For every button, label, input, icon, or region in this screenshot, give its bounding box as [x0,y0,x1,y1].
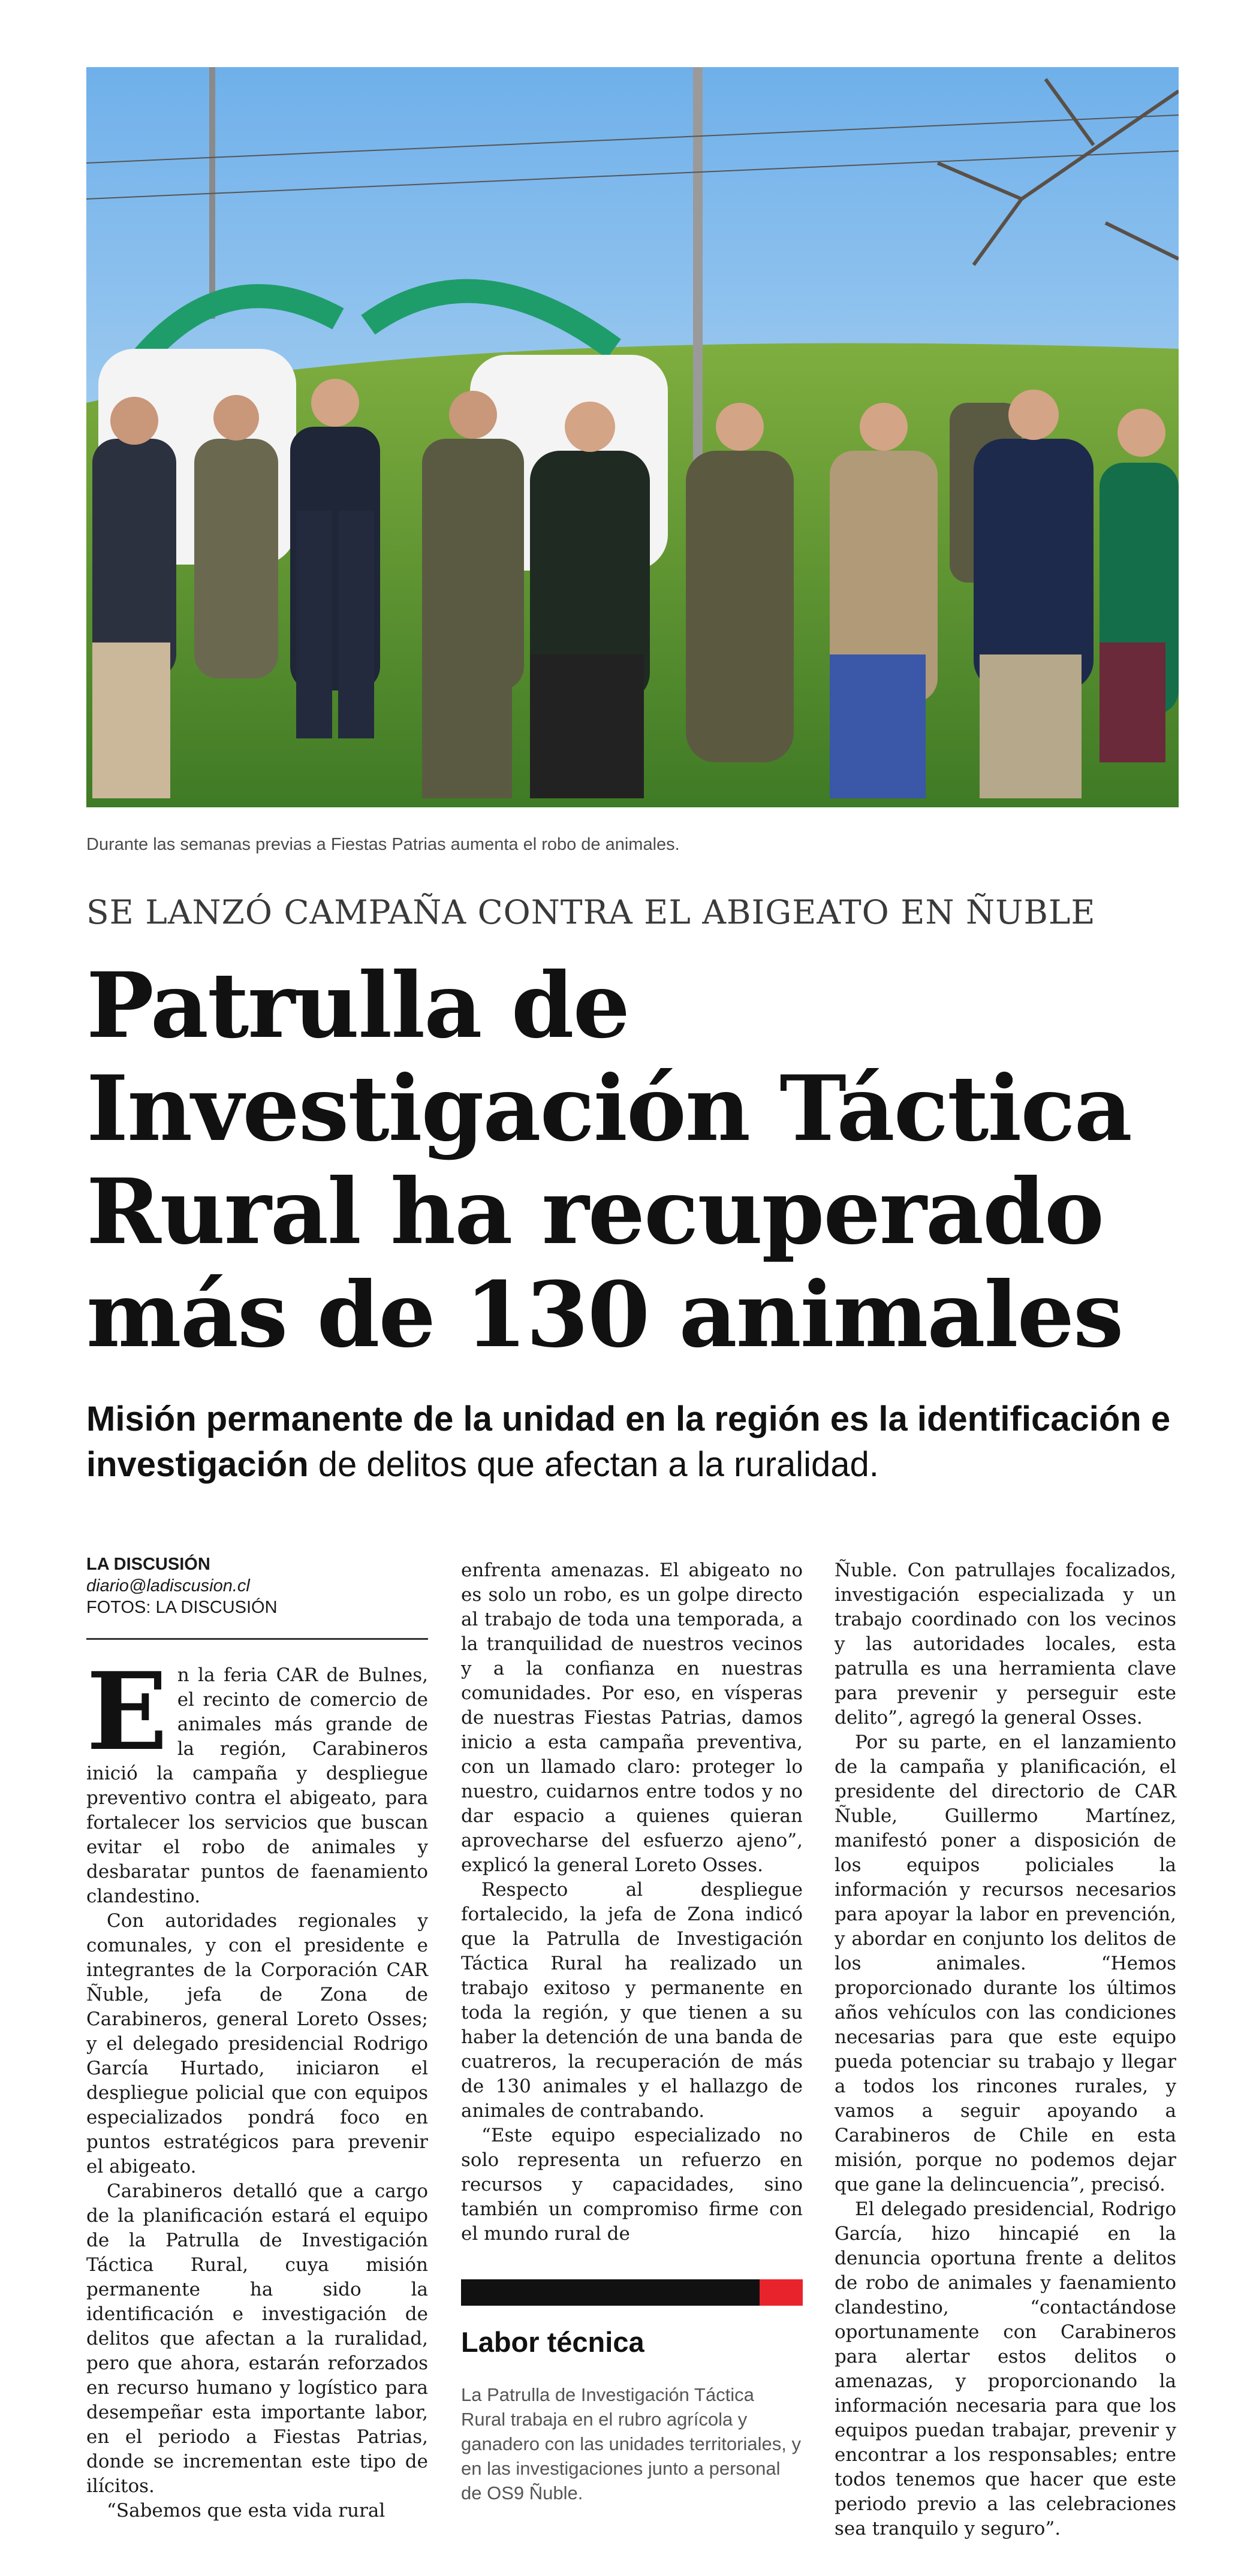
article-column-2 [461,1558,803,2246]
headline-line: Patrulla de [86,953,629,1058]
subhead-bold: Misión permanente de la unidad en la región es la identificación e investigación [86,1399,1171,1484]
paragraph: El delegado presidencial, Rodrigo García, hizo hincapié en la denuncia oportuna frente a delitos de robo de animales y faenamiento clandestino, “contactándose oportunamente con Carabineros para alertar estos delitos o amenazas, y proporcionando la información necesaria para que los equipos puedan trabajar, prevenir y encontrar a los responsables; entre todos tenemos que hacer que este periodo previo a las celebraciones sea tranquilo y seguro”. [835,2198,1176,2539]
headline-line: Investigación Táctica [86,1056,1131,1162]
paragraph-text: n la feria CAR de Bulnes, el recinto de comercio de animales más grande de la región, Carabineros inició la campaña y despliegue preventivo contra el abigeato, para fortalecer los servicios que buscan evitar el robo de animales y desbaratar puntos de faenamiento clandestino. [86,1664,428,1907]
article-headline [86,954,1179,1367]
headline-line: Rural ha recuperado [86,1159,1103,1265]
sidebar-title: Labor técnica [461,2326,644,2358]
drop-cap: E [86,1649,168,1774]
paragraph: Respecto al despliegue fortalecido, la jefa de Zona indicó que la Patrulla de Investigación Táctica Rural ha realizado un trabajo exitoso y permanente en toda la región, y que tienen a su haber la detención de una banda de cuatreros, la recuperación de más de 130 animales y el hallazgo de animales de contrabando. [461,1879,803,2122]
article-subhead [86,1396,1179,1488]
byline [86,1554,428,1618]
paragraph: enfrenta amenazas. El abigeato no es solo un robo, es un golpe directo al trabajo de toda una temporada, a la tranquilidad de nuestros vecinos y a la confianza en nuestras comunidades. Por eso, en vísperas de nuestras Fiestas Patrias, damos inicio a esta campaña preventiva, con un llamado claro: proteger lo nuestro, cuidarnos entre todos y no dar espacio a quienes quieran aprovecharse del esfuerzo ajeno”, explicó la general Loreto Osses. [461,1560,803,1876]
photo-illustration [86,67,1179,807]
article-column-1 [86,1649,428,2523]
subhead-rest: de delitos que afectan a la ruralidad. [308,1445,879,1484]
paragraph: Por su parte, en el lanzamiento de la campaña y planificación, el presidente del directorio de CAR Ñuble, Guillermo Martínez, manifestó poner a disposición de los equipos policiales la información y recursos necesarios para apoyar la labor en prevención, y abordar en conjunto los delitos de los animales. “Hemos proporcionado durante los últimos años vehículos con las condiciones necesarias para que este equipo pueda potenciar su trabajo y llegar a todos los rincones rurales, y vamos a seguir apoyando a Carabineros de Chile en esta misión, porque no podemos dejar que gane la delincuencia”, precisó. [835,1732,1176,2195]
headline-line: más de 130 animales [86,1262,1123,1368]
byline-author: LA DISCUSIÓN [86,1555,210,1574]
paragraph: “Sabemos que esta vida rural [107,2500,385,2521]
photo-caption: Durante las semanas previas a Fiestas Patrias aumenta el robo de animales. [86,835,680,854]
paragraph: Carabineros detalló que a cargo de la planificación estará el equipo de la Patrulla de Investigación Táctica Rural, cuya misión permanente ha sido la identificación e investigación de delitos que afectan a la ruralidad, pero que ahora, estarán reforzados en recurso humano y logístico para desempeñar esta importante labor, en el periodo a Fiestas Patrias, donde se incrementan este tipo de ilícitos. [86,2180,428,2497]
paragraph [86,1649,428,1909]
group-photo [86,67,1179,807]
sidebar-color-bar [461,2279,803,2306]
byline-email: diario@ladiscusion.cl [86,1576,250,1595]
paragraph: “Este equipo especializado no solo representa un refuerzo en recursos y capacidades, sino también un compromiso firme con el mundo rural de [461,2125,803,2245]
paragraph: Ñuble. Con patrullajes focalizados, investigación especializada y un trabajo coordinado con los vecinos y las autoridades locales, esta patrulla es una herramienta clave para prevenir y perseguir este delito”, agregó la general Osses. [835,1560,1176,1729]
article-kicker: SE LANZÓ CAMPAÑA CONTRA EL ABIGEATO EN ÑUBLE [86,893,1096,931]
sidebar-text: La Patrulla de Investigación Táctica Rural trabaja en el rubro agrícola y ganadero con las unidades territoriales, y en las investigaciones junto a personal de OS9 Ñuble. [461,2384,801,2503]
byline-divider [86,1638,428,1640]
byline-photos: FOTOS: LA DISCUSIÓN [86,1598,278,1617]
sidebar-accent-block [760,2279,803,2306]
paragraph: Con autoridades regionales y comunales, y con el presidente e integrantes de la Corporación CAR Ñuble, jefa de Zona de Carabineros, general Loreto Osses; y el delegado presidencial Rodrigo García Hurtado, iniciaron el despliegue policial que con equipos especializados pondrá foco en puntos estratégicos para prevenir el abigeato. [86,1910,428,2177]
article-column-3 [835,1558,1176,2541]
